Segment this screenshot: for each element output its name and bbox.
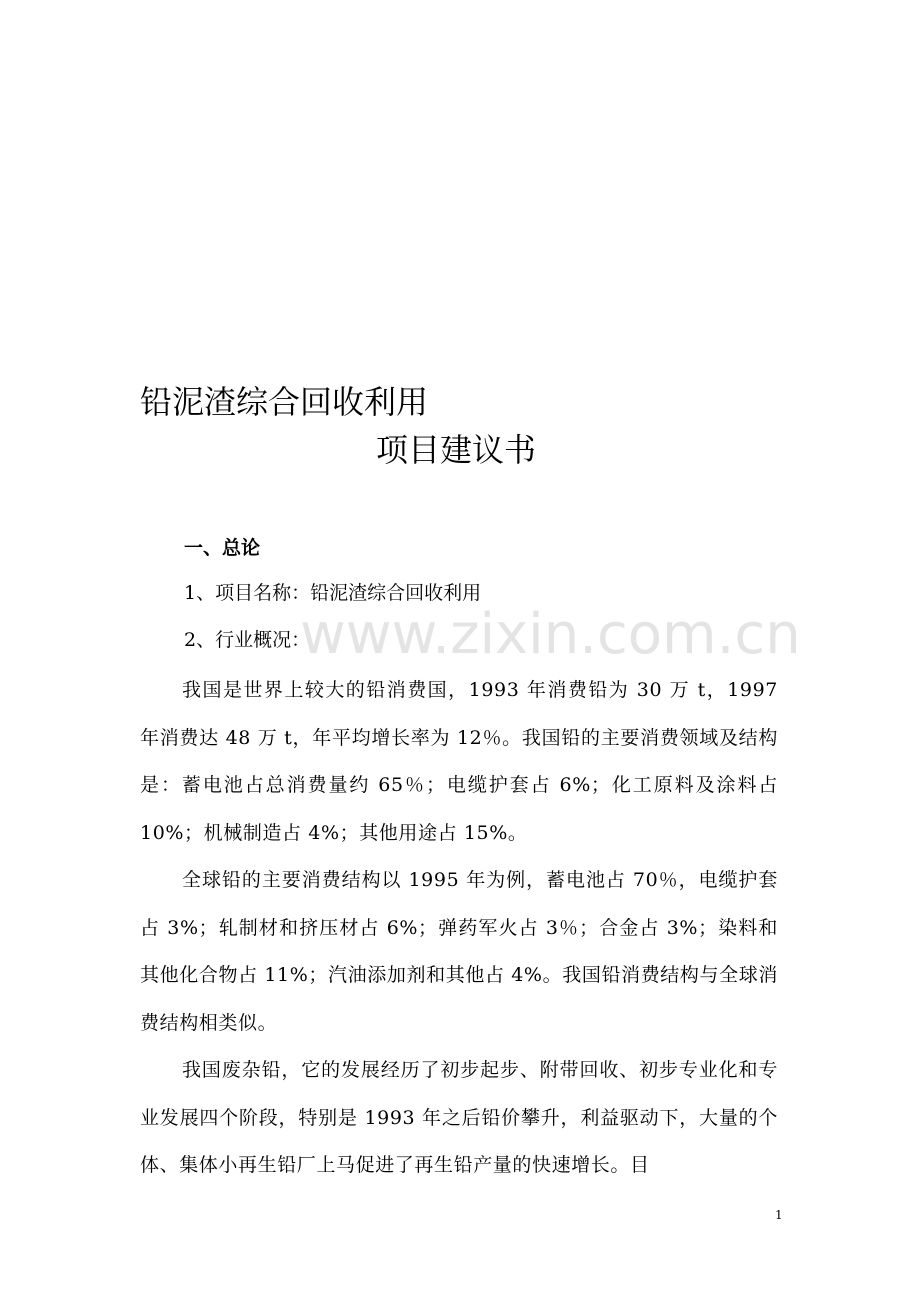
body-paragraph-2: 全球铅的主要消费结构以 1995 年为例，蓄电池占 70％，电缆护套占 3%；轧制材和挤压材占 6%；弹药军火占 3％；合金占 3%；染料和其他化合物占 11%；汽油添加剂和其他占 4%。我国铅消费结构与全球消费结构相类似。 (140, 869, 778, 1034)
industry-overview-item: 2、行业概况： (184, 629, 311, 651)
body-paragraph-1: 我国是世界上较大的铅消费国，1993 年消费铅为 30 万 t，1997 年消费达 48 万 t，年平均增长率为 12％。我国铅的主要消费领域及结构是：蓄电池占总消费量约 65％；电缆护套占 6%；化工原料及涂料占 10%；机械制造占 4%；其他用途占 15%。 (140, 679, 778, 844)
document-title-line-2: 项目建议书 (376, 431, 537, 469)
body-paragraph-3: 我国废杂铅，它的发展经历了初步起步、附带回收、初步专业化和专业发展四个阶段，特别是 1993 年之后铅价攀升，利益驱动下，大量的个体、集体小再生铅厂上马促进了再生铅产量的快速增长。目 (140, 1059, 778, 1176)
section-heading: 一、总论 (184, 537, 261, 559)
watermark: www.zixin.com.cn (300, 602, 801, 667)
project-name-item: 1、项目名称：铅泥渣综合回收利用 (184, 582, 482, 604)
document-title-line-1: 铅泥渣综合回收利用 (140, 383, 429, 421)
page-number: 1 (775, 1208, 783, 1222)
